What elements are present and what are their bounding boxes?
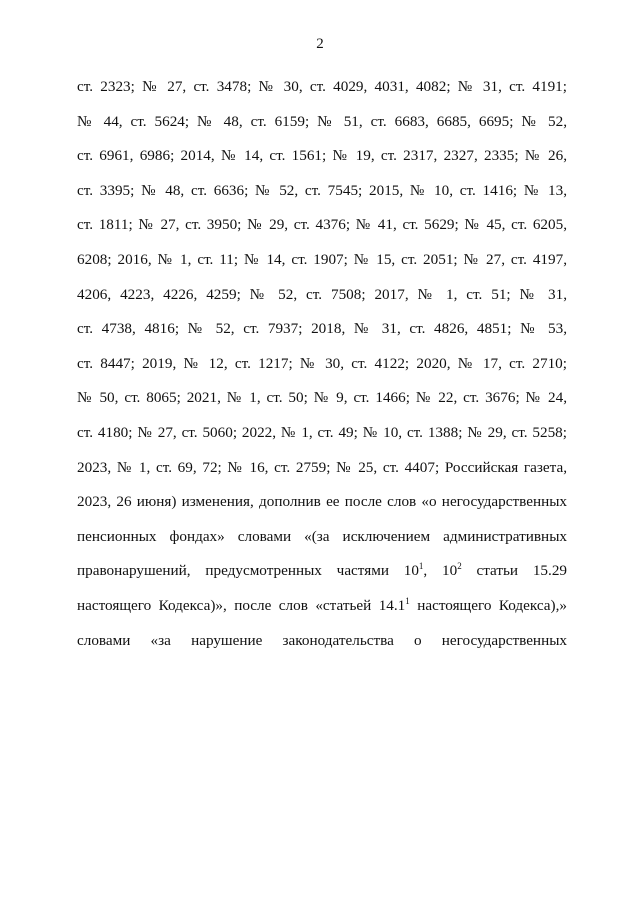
text-line: словами «за нарушение законодательства о негосударственных [77, 631, 567, 649]
text-segment: настоящего Кодекса)», после слов «статьей 14.1 [77, 596, 406, 614]
text-line: ст. 4180; № 27, ст. 5060; 2022, № 1, ст. 49; № 10, ст. 1388; № 29, ст. 5258; [77, 423, 567, 441]
document-body [77, 73, 567, 661]
text-line: № 50, ст. 8065; 2021, № 1, ст. 50; № 9, ст. 1466; № 22, ст. 3676; № 24, [77, 389, 567, 407]
text-segment: статьи 15.29 [461, 562, 568, 580]
text-line: 2023, 26 июня) изменения, дополнив ее после слов «о негосударственных [77, 493, 567, 511]
text-line: ст. 6961, 6986; 2014, № 14, ст. 1561; № 19, ст. 2317, 2327, 2335; № 26, [77, 147, 567, 165]
text-line-with-superscripts [77, 557, 567, 592]
text-line: № 44, ст. 5624; № 48, ст. 6159; № 51, ст. 6683, 6685, 6695; № 52, [77, 112, 567, 130]
superscript: 1 [405, 595, 410, 606]
text-line-with-superscript [77, 592, 567, 627]
text-line: ст. 4738, 4816; № 52, ст. 7937; 2018, № 31, ст. 4826, 4851; № 53, [77, 320, 567, 338]
text-segment: правонарушений, предусмотренных частями 10 [77, 562, 419, 580]
superscript: 2 [457, 561, 462, 572]
text-line: пенсионных фондах» словами «(за исключением административных [77, 527, 567, 545]
text-segment: , 10 [423, 562, 458, 580]
text-line: ст. 2323; № 27, ст. 3478; № 30, ст. 4029, 4031, 4082; № 31, ст. 4191; [77, 78, 567, 95]
text-line: 2023, № 1, ст. 69, 72; № 16, ст. 2759; № 25, ст. 4407; Российская газета, [77, 458, 567, 476]
text-line: ст. 8447; 2019, № 12, ст. 1217; № 30, ст. 4122; 2020, № 17, ст. 2710; [77, 354, 567, 372]
text-segment: настоящего Кодекса),» [409, 596, 567, 614]
superscript: 1 [418, 561, 424, 572]
text-line: 6208; 2016, № 1, ст. 11; № 14, ст. 1907; № 15, ст. 2051; № 27, ст. 4197, [77, 250, 567, 268]
page-number: 2 [316, 36, 324, 52]
text-line: ст. 3395; № 48, ст. 6636; № 52, ст. 7545; 2015, № 10, ст. 1416; № 13, [77, 181, 567, 199]
text-line: 4206, 4223, 4226, 4259; № 52, ст. 7508; 2017, № 1, ст. 51; № 31, [77, 285, 567, 303]
text-line: ст. 1811; № 27, ст. 3950; № 29, ст. 4376; № 41, ст. 5629; № 45, ст. 6205, [77, 216, 567, 234]
